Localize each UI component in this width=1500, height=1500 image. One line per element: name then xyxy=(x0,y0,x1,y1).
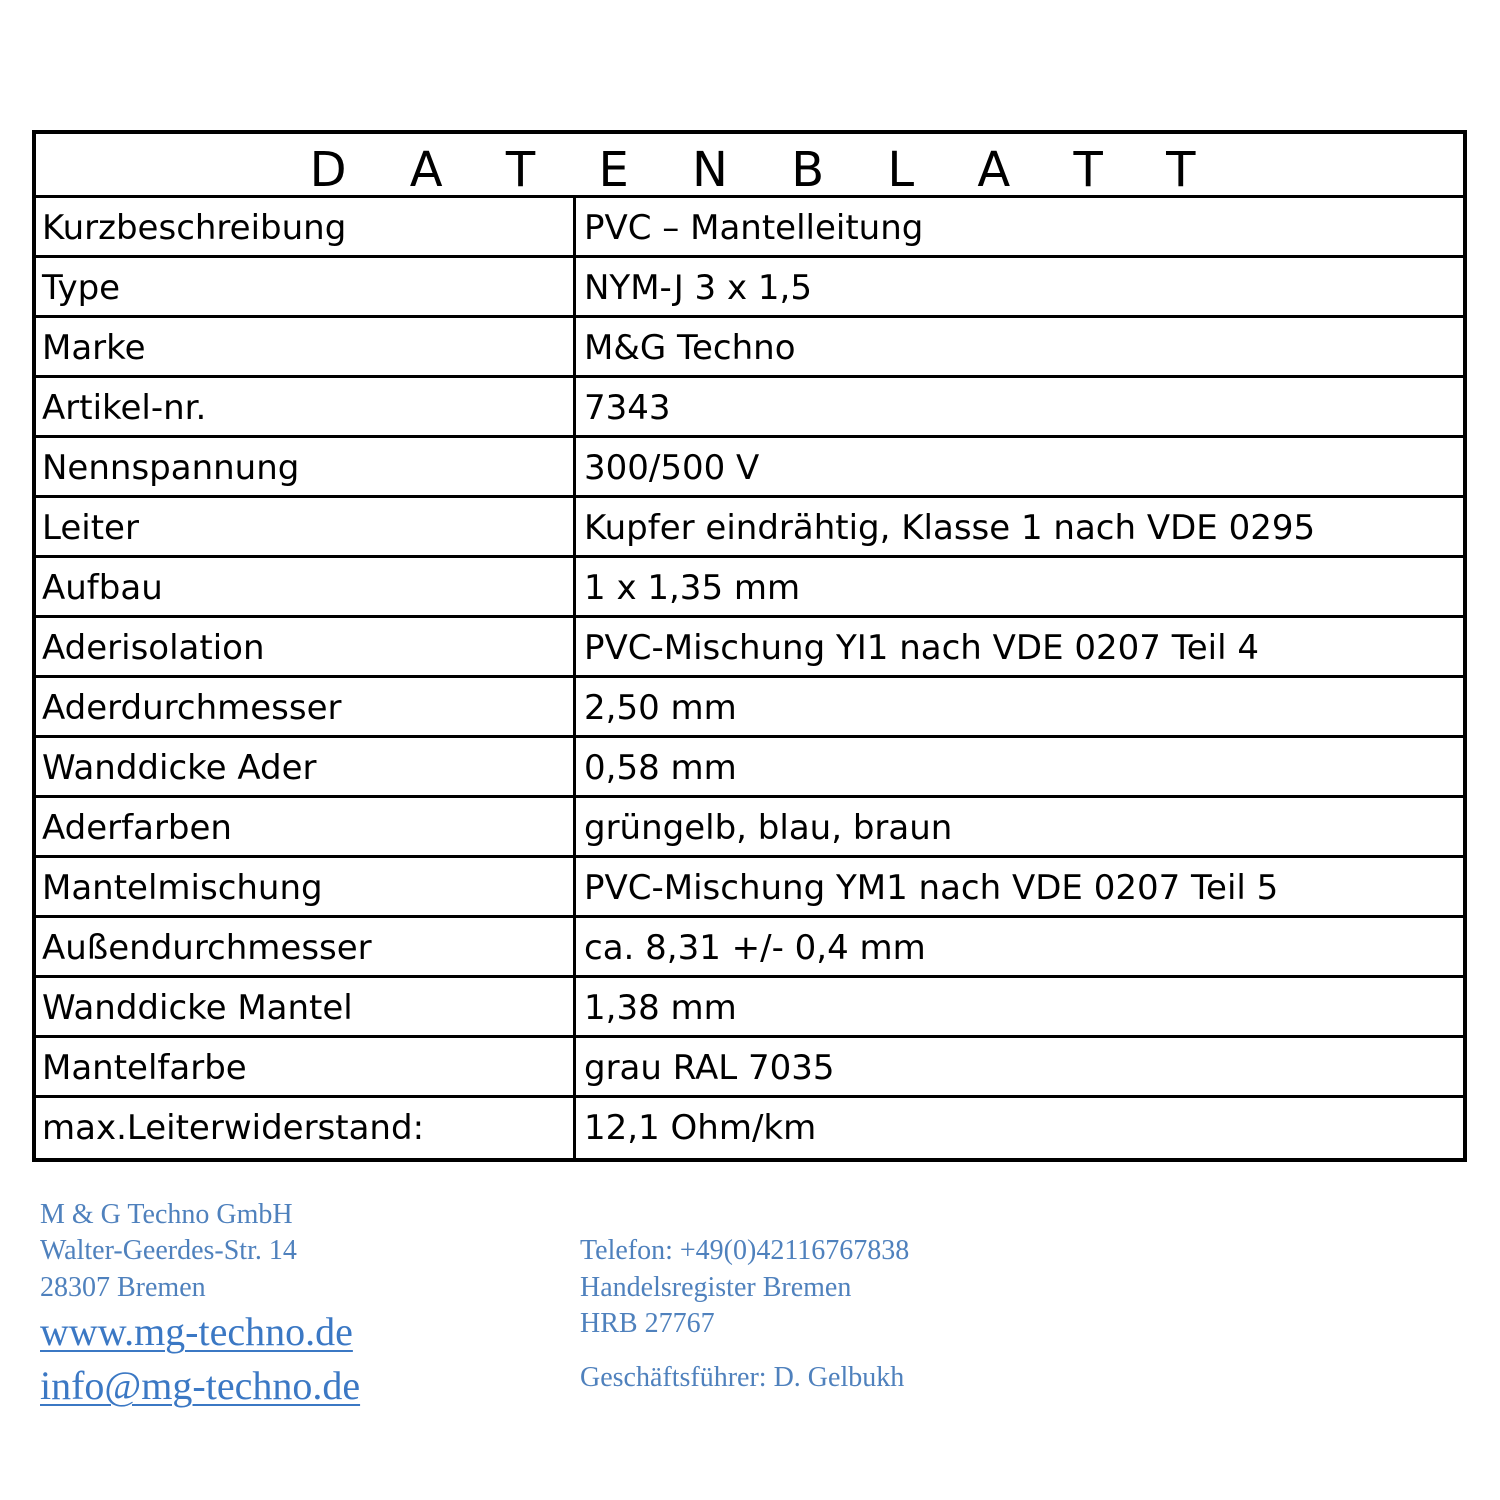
company-register: Handelsregister Bremen xyxy=(580,1272,852,1303)
company-phone: Telefon: +49(0)42116767838 xyxy=(580,1235,910,1266)
row-value: PVC-Mischung YI1 nach VDE 0207 Teil 4 xyxy=(584,628,1259,668)
table-row xyxy=(36,618,1463,678)
row-value: Kupfer eindrähtig, Klasse 1 nach VDE 0295 xyxy=(584,508,1316,548)
email-link[interactable]: info@mg-techno.de xyxy=(40,1363,361,1408)
table-row xyxy=(36,438,1463,498)
company-street: Walter-Geerdes-Str. 14 xyxy=(40,1235,297,1266)
row-label: Aderdurchmesser xyxy=(36,678,576,735)
row-value: 1 x 1,35 mm xyxy=(584,568,801,608)
row-value: 7343 xyxy=(584,388,671,428)
row-value: grüngelb, blau, braun xyxy=(584,808,953,848)
row-label: Aufbau xyxy=(36,558,576,615)
row-label: Nennspannung xyxy=(36,438,576,495)
table-row xyxy=(36,498,1463,558)
company-name: M & G Techno GmbH xyxy=(40,1199,293,1230)
row-label: Leiter xyxy=(36,498,576,555)
row-value: 12,1 Ohm/km xyxy=(584,1108,817,1148)
row-label: Aderisolation xyxy=(36,618,576,675)
company-manager: Geschäftsführer: D. Gelbukh xyxy=(580,1362,905,1393)
table-row xyxy=(36,378,1463,438)
table-row xyxy=(36,918,1463,978)
table-row xyxy=(36,558,1463,618)
row-value: 0,58 mm xyxy=(584,748,737,788)
row-label: Außendurchmesser xyxy=(36,918,576,975)
row-label: Mantelfarbe xyxy=(36,1038,576,1095)
datasheet-title: D A T E N B L A T T xyxy=(36,134,1463,198)
table-row xyxy=(36,1098,1463,1158)
table-row xyxy=(36,978,1463,1038)
table-row xyxy=(36,258,1463,318)
row-value: 300/500 V xyxy=(584,448,760,488)
datasheet-rows xyxy=(36,198,1463,1158)
website-link[interactable]: www.mg-techno.de xyxy=(40,1309,353,1354)
row-label: Type xyxy=(36,258,576,315)
row-label: Wanddicke Mantel xyxy=(36,978,576,1035)
table-row xyxy=(36,858,1463,918)
row-label: max.Leiterwiderstand: xyxy=(36,1098,576,1158)
datasheet-table xyxy=(32,130,1467,1162)
table-row xyxy=(36,198,1463,258)
row-value: PVC – Mantelleitung xyxy=(584,208,924,248)
row-value: NYM-J 3 x 1,5 xyxy=(584,268,812,308)
row-value: PVC-Mischung YM1 nach VDE 0207 Teil 5 xyxy=(584,868,1279,908)
row-value: 2,50 mm xyxy=(584,688,737,728)
row-value: 1,38 mm xyxy=(584,988,737,1028)
row-label: Mantelmischung xyxy=(36,858,576,915)
row-label: Artikel-nr. xyxy=(36,378,576,435)
row-value: M&G Techno xyxy=(584,328,796,368)
table-row xyxy=(36,678,1463,738)
table-row xyxy=(36,798,1463,858)
row-value: ca. 8,31 +/- 0,4 mm xyxy=(584,928,926,968)
row-label: Kurzbeschreibung xyxy=(36,198,576,255)
company-city: 28307 Bremen xyxy=(40,1272,206,1303)
company-hrb: HRB 27767 xyxy=(580,1308,715,1339)
table-row xyxy=(36,1038,1463,1098)
table-row xyxy=(36,738,1463,798)
table-row xyxy=(36,318,1463,378)
row-label: Aderfarben xyxy=(36,798,576,855)
row-label: Marke xyxy=(36,318,576,375)
row-label: Wanddicke Ader xyxy=(36,738,576,795)
row-value: grau RAL 7035 xyxy=(584,1048,835,1088)
